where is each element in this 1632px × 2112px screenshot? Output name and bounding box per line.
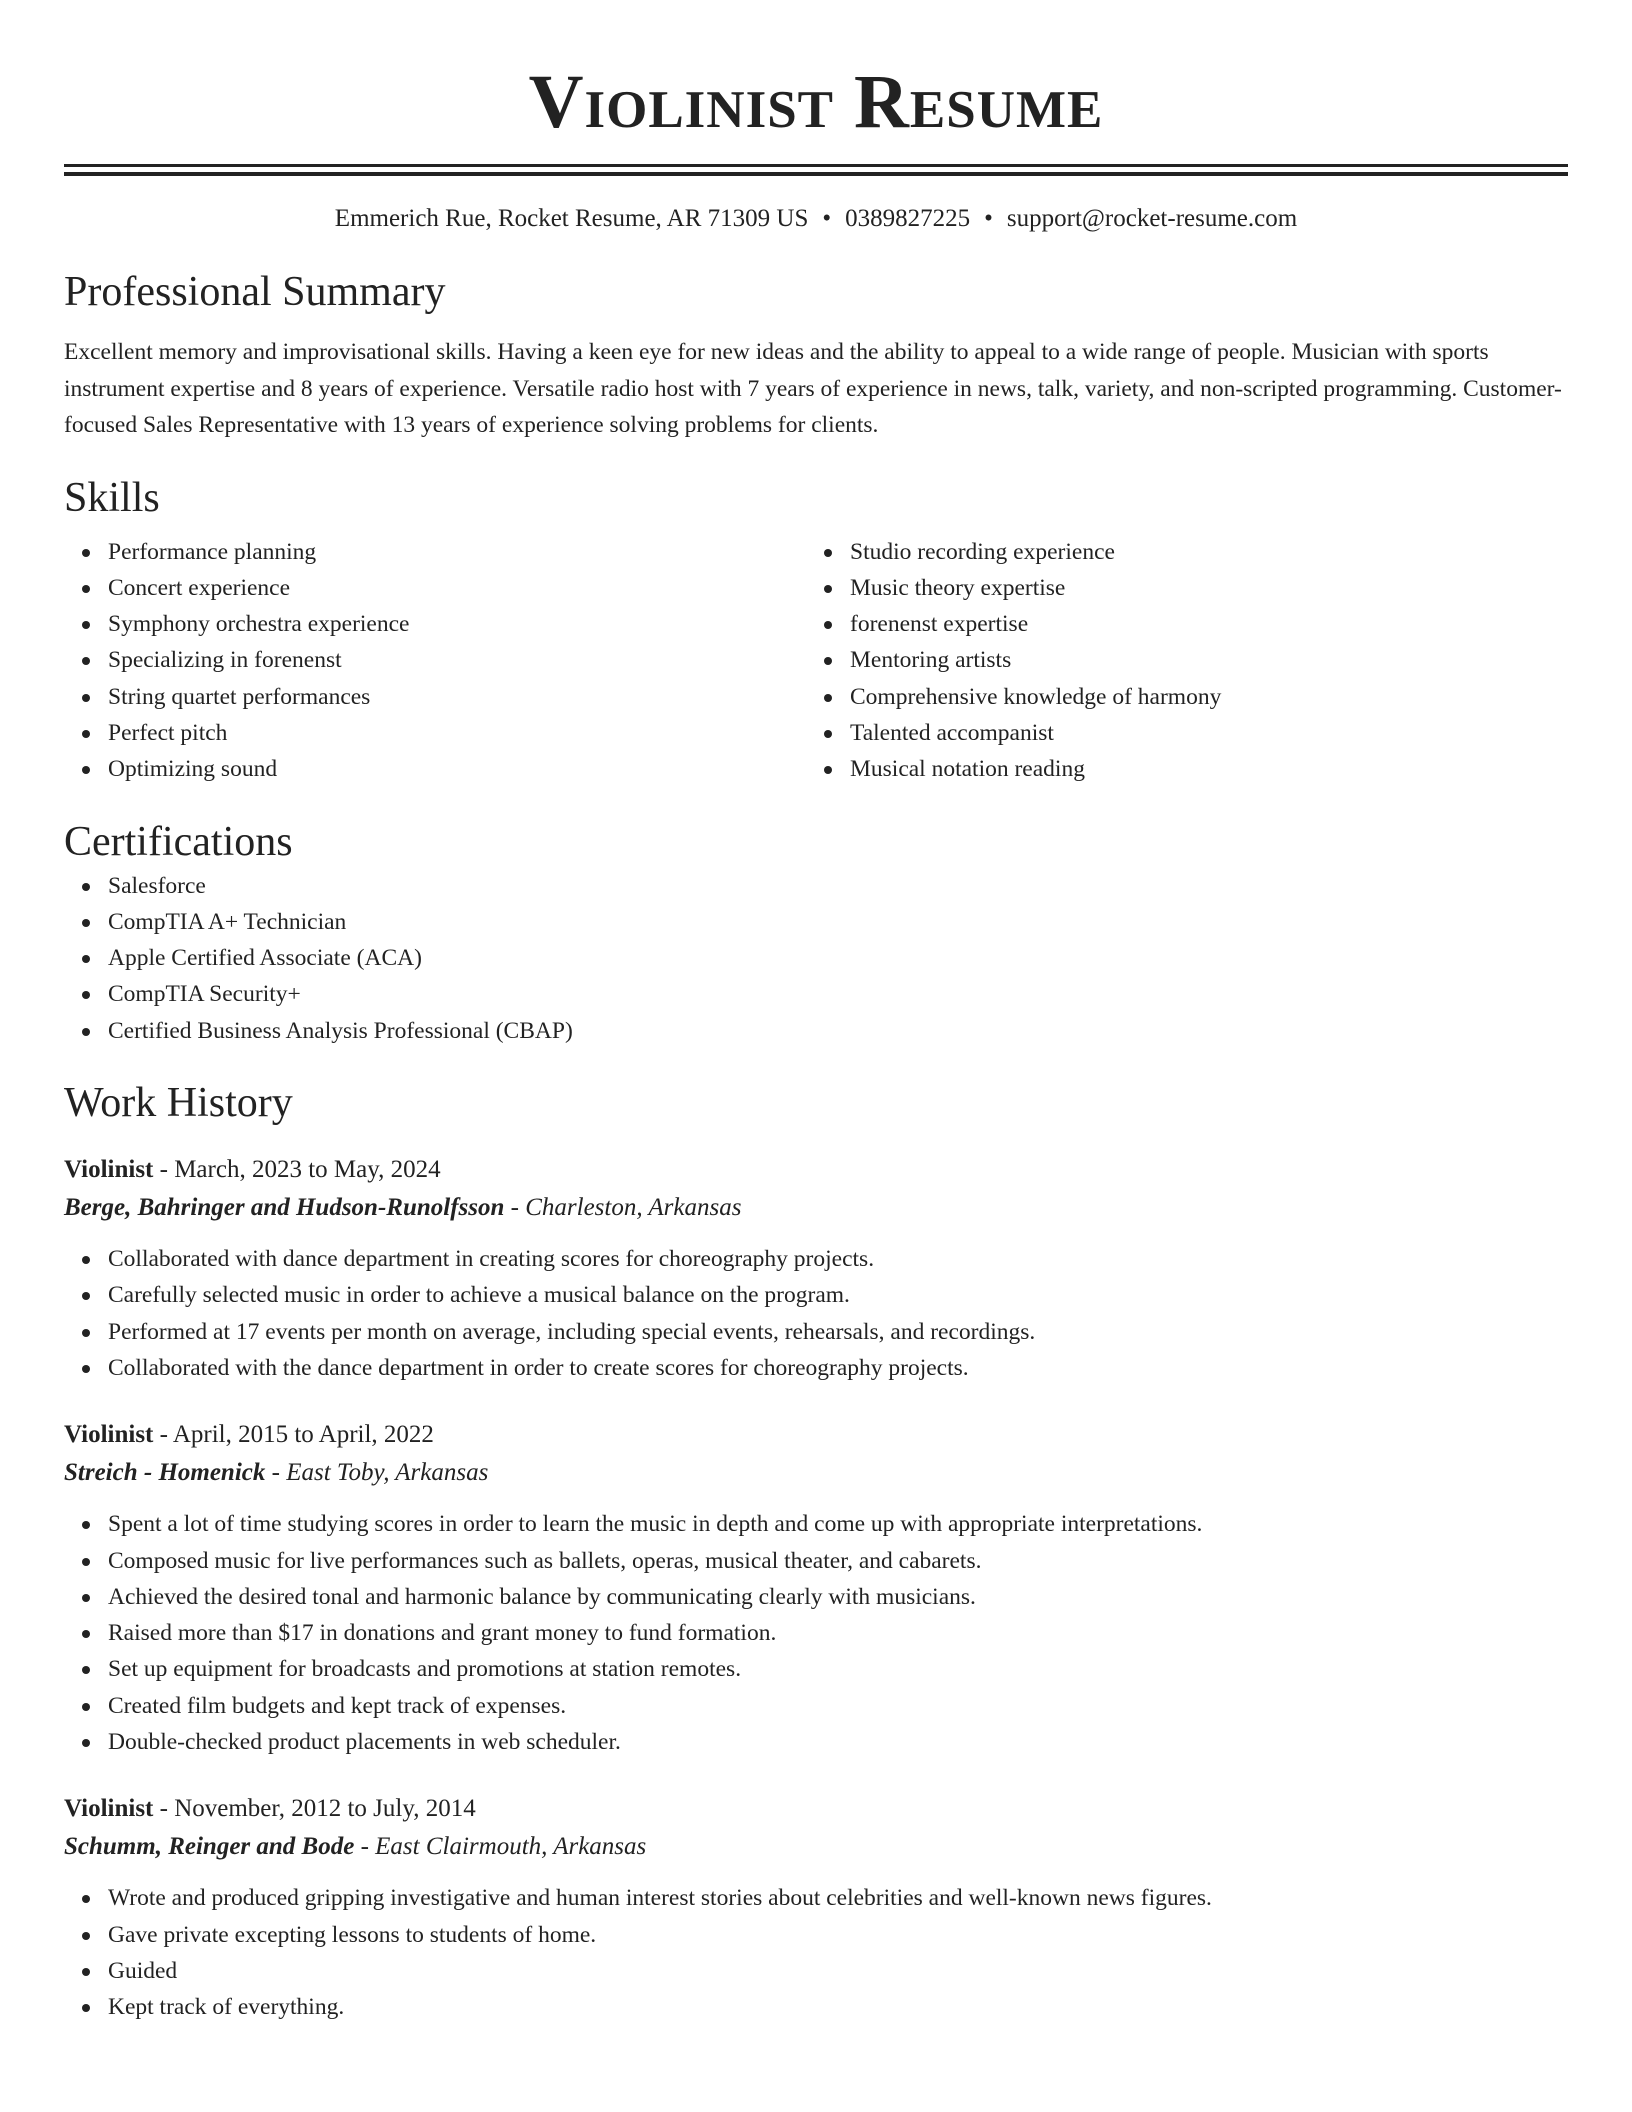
job-duty-item: Carefully selected music in order to achieve a musical balance on the program. (108, 1277, 1568, 1313)
job-company: Schumm, Reinger and Bode (64, 1833, 355, 1861)
job-duties (64, 1241, 1568, 1386)
job-entry (64, 1790, 1568, 2025)
job-duty-item: Collaborated with the dance department in order to create scores for choreography projects. (108, 1350, 1568, 1386)
job-duty-item: Guided (108, 1953, 1568, 1989)
job-duty-item: Wrote and produced gripping investigative and human interest stories about celebrities and well-known news figures. (108, 1880, 1568, 1916)
job-dates: - April, 2015 to April, 2022 (159, 1421, 434, 1449)
skill-item: forenenst expertise (850, 606, 1548, 642)
skill-item: Studio recording experience (850, 534, 1548, 570)
job-duties (64, 1880, 1568, 2025)
job-entry (64, 1151, 1568, 1386)
job-company-line (64, 1454, 1568, 1492)
job-entry (64, 1416, 1568, 1760)
contact-address: Emmerich Rue, Rocket Resume, AR 71309 US (334, 205, 809, 232)
certification-item: Salesforce (108, 868, 1568, 904)
contact-email: support@rocket-resume.com (1006, 205, 1298, 232)
skills-columns (64, 534, 1568, 788)
job-company-line (64, 1189, 1568, 1227)
skill-item: Concert experience (108, 570, 806, 606)
job-duty-item: Performed at 17 events per month on average, including special events, rehearsals, and recordings. (108, 1314, 1568, 1350)
job-role: Violinist (64, 1795, 154, 1823)
job-header (64, 1416, 1568, 1454)
job-duty-item: Created film budgets and kept track of expenses. (108, 1688, 1568, 1724)
job-company: Berge, Bahringer and Hudson-Runolfsson (64, 1194, 505, 1222)
job-duty-item: Achieved the desired tonal and harmonic balance by communicating clearly with musicians. (108, 1579, 1568, 1615)
contact-separator: • (984, 205, 993, 232)
job-duty-item: Collaborated with dance department in creating scores for choreography projects. (108, 1241, 1568, 1277)
job-dates: - March, 2023 to May, 2024 (159, 1156, 441, 1184)
skill-item: Optimizing sound (108, 751, 806, 787)
skill-item: Specializing in forenenst (108, 642, 806, 678)
job-dates: - November, 2012 to July, 2014 (159, 1795, 476, 1823)
skills-heading: Skills (64, 474, 160, 521)
job-duty-item: Gave private excepting lessons to students of home. (108, 1917, 1568, 1953)
job-location: - East Clairmouth, Arkansas (360, 1833, 647, 1861)
skill-item: Perfect pitch (108, 715, 806, 751)
job-duty-item: Raised more than $17 in donations and grant money to fund formation. (108, 1615, 1568, 1651)
contact-separator: • (822, 205, 832, 232)
job-duty-item: Double-checked product placements in web scheduler. (108, 1724, 1568, 1760)
certifications-heading: Certifications (64, 818, 293, 865)
job-duty-item: Composed music for live performances such as ballets, operas, musical theater, and cabarets. (108, 1543, 1568, 1579)
certification-item: CompTIA A+ Technician (108, 904, 1568, 940)
skill-item: Mentoring artists (850, 642, 1548, 678)
job-header (64, 1790, 1568, 1828)
skill-item: String quartet performances (108, 679, 806, 715)
skill-item: Performance planning (108, 534, 806, 570)
job-role: Violinist (64, 1421, 154, 1449)
summary-heading: Professional Summary (64, 269, 446, 315)
job-duty-item: Set up equipment for broadcasts and promotions at station remotes. (108, 1651, 1568, 1687)
certification-item: CompTIA Security+ (108, 976, 1568, 1012)
resume-title: Violinist Resume (528, 60, 1104, 144)
certifications-list (64, 868, 1568, 1049)
skills-list-right (806, 534, 1548, 788)
title-double-rule (64, 164, 1568, 176)
contact-phone: 0389827225 (845, 205, 971, 232)
certification-item: Certified Business Analysis Professional (CBAP) (108, 1013, 1568, 1049)
skill-item: Symphony orchestra experience (108, 606, 806, 642)
job-location: - East Toby, Arkansas (271, 1459, 489, 1487)
job-duties (64, 1506, 1568, 1760)
summary-text: Excellent memory and improvisational skills. Having a keen eye for new ideas and the ability to appeal to a wide range of people. Musician with sports instrument expertise and 8 years of experience. Versatile radio host with 7 years of experience in news, talk, variety, and non-scripted programming. Customer-focused Sales Representative with 13 years of experience solving problems for clients. (64, 339, 1562, 438)
certification-item: Apple Certified Associate (ACA) (108, 940, 1568, 976)
job-role: Violinist (64, 1156, 154, 1184)
work-history-heading: Work History (64, 1080, 293, 1127)
contact-line (64, 202, 1568, 236)
skills-list-left (64, 534, 806, 788)
skill-item: Talented accompanist (850, 715, 1548, 751)
skill-item: Comprehensive knowledge of harmony (850, 679, 1548, 715)
job-duty-item: Spent a lot of time studying scores in order to learn the music in depth and come up with appropriate interpretations. (108, 1506, 1568, 1542)
job-company-line (64, 1828, 1568, 1866)
job-company: Streich - Homenick (64, 1459, 266, 1487)
job-location: - Charleston, Arkansas (510, 1194, 742, 1222)
skill-item: Musical notation reading (850, 751, 1548, 787)
job-duty-item: Kept track of everything. (108, 1989, 1568, 2025)
skill-item: Music theory expertise (850, 570, 1548, 606)
job-header (64, 1151, 1568, 1189)
